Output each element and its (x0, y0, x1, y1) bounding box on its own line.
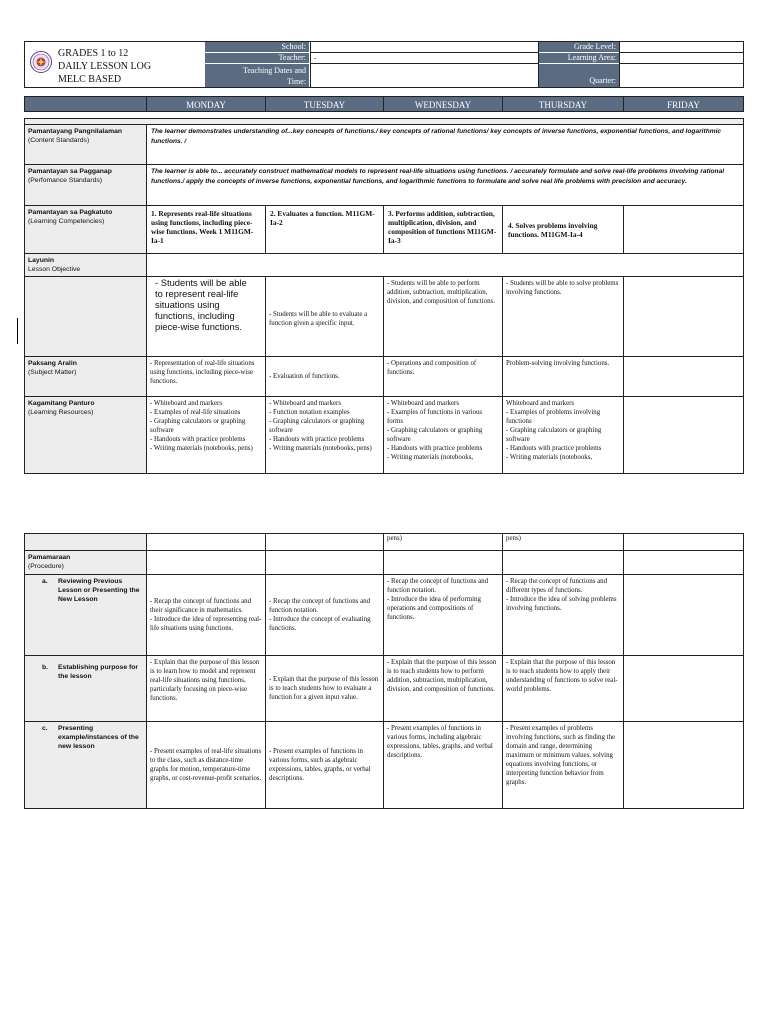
procedure-b-tuesday-text: - Explain that the purpose of this lesson is to teach students how to evaluate a function for a given input value. (269, 676, 379, 701)
procedure-c-monday (146, 721, 266, 809)
dates-label-line-2: Time: (287, 77, 306, 86)
subject-thursday: Problem-solving involving functions. (502, 356, 624, 397)
procedure-label (24, 550, 147, 575)
performance-standards-label (24, 164, 147, 206)
procedure-b-title: Establishing purpose for the lesson (58, 664, 139, 680)
competency-wednesday: 3. Performs addition, subtraction, multiplication, division, and composition of functions M11GM-Ia-3 (383, 205, 503, 254)
content-standards-title: Pamantayang Pangnilalaman (28, 128, 123, 135)
title-line-1: GRADES 1 to 12 (58, 48, 129, 59)
competencies-title: Pamantayan sa Pagkatuto (28, 209, 113, 216)
content-standards-text: The learner demonstrates understanding of...key concepts of functions./ key concepts of rational functions/ key concepts of inverse functions, exponential functions, and logarithmic functions. / (146, 124, 744, 165)
subject-matter-title: Paksang Aralin (28, 360, 77, 367)
competency-thursday-text: 4. Solves problems involving functions. M11GM-Ia-4 (508, 220, 598, 239)
performance-standards-subtitle: (Perfomance Standards) (28, 177, 103, 184)
competency-tuesday: 2. Evaluates a function. M11GM-Ia-2 (265, 205, 384, 254)
procedure-friday (623, 550, 744, 575)
content-standards-subtitle: (Content Standards) (28, 137, 90, 144)
document-title (58, 47, 151, 86)
dates-label-line-1: Teaching Dates and (243, 66, 306, 75)
procedure-c-thursday: - Present examples of problems involving functions, such as finding the domain and range, determining maximum or minimum values, solving equations involving functions, or interpreting function behavior from graphs. (502, 721, 624, 809)
content-standards-label (24, 124, 147, 165)
performance-standards-text: The learner is able to... accurately construct mathematical models to represent real-life situations using functions. / accurately formulate and solve real-life problems involving rational functions./ apply the concepts of inverse functions, exponential functions, and logarithmic functions to formulate and solve real life problems with precision and accuracy. (146, 164, 744, 206)
objective-tuesday (265, 276, 384, 357)
continuation-label (24, 533, 147, 551)
procedure-a-friday (623, 574, 744, 656)
day-header-wednesday: WEDNESDAY (383, 96, 503, 112)
procedure-c-tuesday (265, 721, 384, 809)
procedure-title: Pamamaraan (28, 554, 71, 561)
objective-header-title: Layunin (28, 257, 55, 264)
procedure-a-monday (146, 574, 266, 656)
resources-monday: - Whiteboard and markers - Examples of real-life situations - Graphing calculators or graphing software - Handouts with practice problems - Writing materials (notebooks, pens) (146, 396, 266, 474)
title-line-2: DAILY LESSON LOG (58, 61, 152, 72)
procedure-a-title: Reviewing Previous Lesson or Presenting the New Lesson (58, 578, 140, 603)
grade-level-label: Grade Level: (539, 42, 619, 52)
procedure-c-wednesday: - Present examples of functions in various forms, including algebraic expressions, tables, graphs, and verbal descriptions. (383, 721, 503, 809)
procedure-a-tuesday-text: - Recap the concept of functions and function notation. - Introduce the concept of evaluating functions. (269, 598, 371, 632)
deped-seal-icon (30, 51, 52, 73)
procedure-b-thursday: - Explain that the purpose of this lesson is to teach students how to apply their understanding of functions to solve real-world problems. (502, 655, 624, 722)
subject-matter-label (24, 356, 147, 397)
continuation-wednesday: pens) (383, 533, 503, 551)
competency-friday (623, 205, 744, 254)
dates-label (205, 64, 309, 87)
objectives-label (24, 276, 147, 357)
resources-label (24, 396, 147, 474)
objective-wednesday: - Students will be able to perform addition, subtraction, multiplication, division, and composition of functions. (383, 276, 503, 357)
procedure-a-letter: a. (42, 578, 48, 585)
procedure-b-wednesday: - Explain that the purpose of this lesson is to teach students how to perform addition, subtraction, multiplication, division, and composition of functions. (383, 655, 503, 722)
resources-wednesday: - Whiteboard and markers - Examples of functions in various forms - Graphing calculators or graphing software - Handouts with practice problems - Writing materials (notebooks, (383, 396, 503, 474)
day-header-monday: MONDAY (146, 96, 266, 112)
procedure-a-label (24, 574, 147, 656)
resources-friday (623, 396, 744, 474)
school-label: School: (205, 42, 309, 52)
procedure-a-monday-text: - Recap the concept of functions and their significance in mathematics. - Introduce the idea of representing real-life situations using functions. (150, 598, 262, 632)
resources-tuesday: - Whiteboard and markers - Function notation examples - Graphing calculators or graphing software - Handouts with practice problems - Writing materials (notebooks, pens) (265, 396, 384, 474)
procedure-c-title: Presenting example/instances of the new lesson (58, 725, 139, 750)
subject-wednesday: - Operations and composition of functions. (383, 356, 503, 397)
day-header-friday: FRIDAY (623, 96, 744, 112)
procedure-thursday (502, 550, 624, 575)
subject-monday: - Representation of real-life situations using functions, including piece-wise functions. (146, 356, 266, 397)
resources-thursday: Whiteboard and markers - Examples of problems involving functions - Graphing calculators or graphing software - Handouts with practice problems - Writing materials (notebooks, (502, 396, 624, 474)
subject-friday (623, 356, 744, 397)
procedure-c-friday (623, 721, 744, 809)
objective-header-label (24, 253, 147, 277)
procedure-a-thursday: - Recap the concept of functions and different types of functions. - Introduce the idea of solving problems involving functions. (502, 574, 624, 656)
continuation-monday (146, 533, 266, 551)
teacher-label: Teacher: (205, 53, 309, 63)
procedure-b-tuesday (265, 655, 384, 722)
learning-area-label: Learning Area: (539, 53, 619, 63)
competencies-label (24, 205, 147, 254)
quarter-field[interactable] (619, 63, 744, 88)
teacher-value: - (314, 54, 317, 62)
procedure-wednesday (383, 550, 503, 575)
procedure-monday (146, 550, 266, 575)
subject-tuesday (265, 356, 384, 397)
competency-monday: 1. Represents real-life situations using functions, including piece-wise functions. Week 1 M11GM-Ia-1 (146, 205, 266, 254)
performance-standards-title: Pamantayan sa Pagganap (28, 168, 112, 175)
procedure-a-tuesday (265, 574, 384, 656)
dates-field[interactable] (310, 63, 539, 88)
continuation-thursday: pens) (502, 533, 624, 551)
procedure-c-monday-text: - Present examples of real-life situations to the class, such as distance-time graphs for motion, temperature-time graphs, or cost-revenue-profit scenarios. (150, 748, 262, 782)
quarter-label: Quarter: (539, 64, 619, 87)
text-cursor (17, 318, 18, 344)
objective-monday (146, 276, 266, 357)
procedure-b-monday: - Explain that the purpose of this lesson is to learn how to model and represent real-life situations using functions, particularly focusing on piece-wise functions. (146, 655, 266, 722)
resources-title: Kagamitang Panturo (28, 400, 95, 407)
resources-subtitle: (Learning Resources) (28, 409, 94, 416)
procedure-tuesday (265, 550, 384, 575)
competency-thursday (502, 205, 624, 254)
objective-header-subtitle: Lesson Objective (28, 266, 81, 273)
procedure-a-wednesday: - Recap the concept of functions and function notation. - Introduce the idea of performing operations and compositions of functions. (383, 574, 503, 656)
procedure-b-label (24, 655, 147, 722)
title-line-3: MELC BASED (58, 74, 122, 85)
day-header-blank (24, 96, 147, 112)
objective-tuesday-text: - Students will be able to evaluate a function given a specific input. (269, 310, 368, 327)
day-header-thursday: THURSDAY (502, 96, 624, 112)
subject-matter-subtitle: (Subject Matter) (28, 369, 77, 376)
procedure-c-letter: c. (42, 725, 48, 732)
objective-friday (623, 276, 744, 357)
procedure-c-label (24, 721, 147, 809)
objective-thursday: - Students will be able to solve problems involving functions. (502, 276, 624, 357)
day-header-tuesday: TUESDAY (265, 96, 384, 112)
competencies-subtitle: (Learning Competencies) (28, 218, 105, 225)
continuation-friday (623, 533, 744, 551)
procedure-subtitle: (Procedure) (28, 563, 64, 570)
procedure-c-tuesday-text: - Present examples of functions in various forms, such as algebraic expressions, tables, graphs, or verbal descriptions. (269, 748, 371, 782)
procedure-b-friday (623, 655, 744, 722)
subject-tuesday-text: - Evaluation of functions. (269, 373, 340, 380)
procedure-b-letter: b. (42, 664, 49, 671)
continuation-tuesday (265, 533, 384, 551)
objective-header-blank (146, 253, 744, 277)
objective-monday-text: - Students will be able to represent real-life situations using functions, including piece-wise functions. (155, 277, 247, 332)
